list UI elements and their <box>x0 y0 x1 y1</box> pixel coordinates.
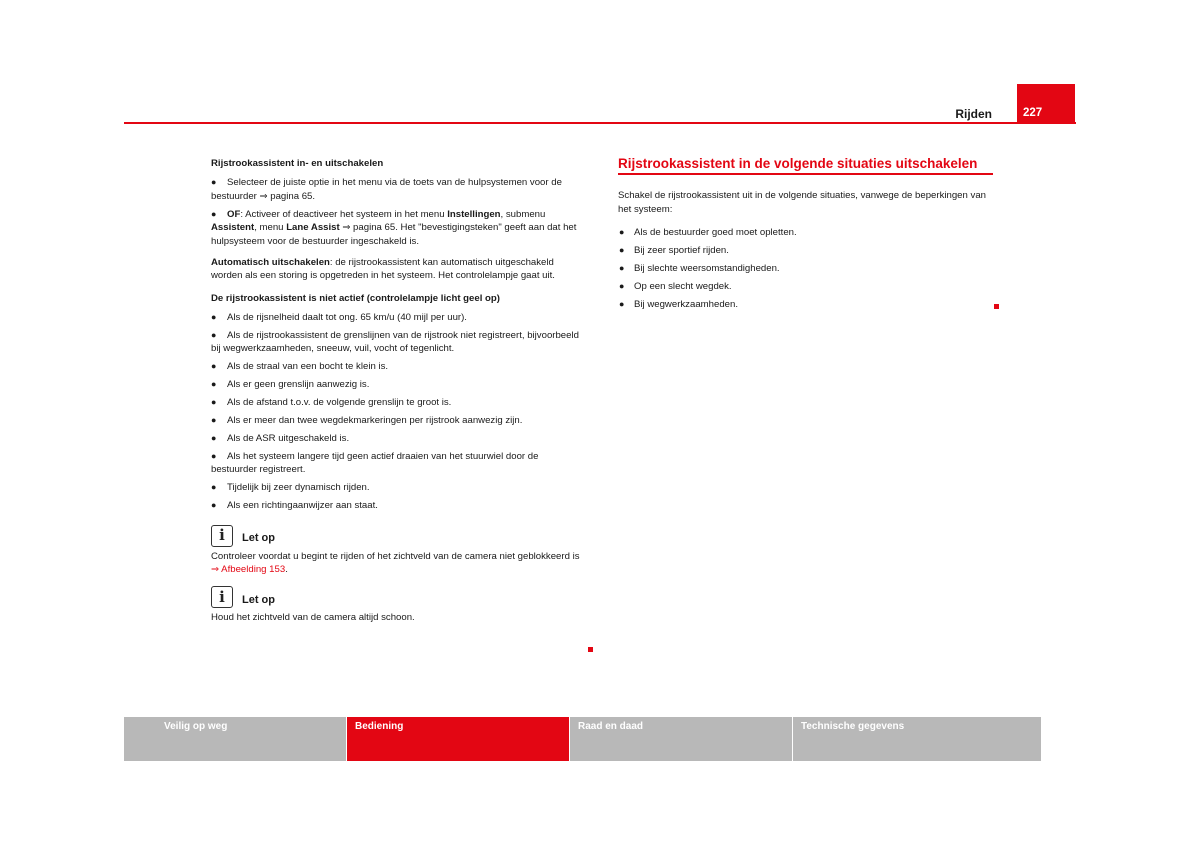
list-item: ● Als het systeem langere tijd geen actief draaien van het stuurwiel door de bestuurder registreert. <box>211 450 539 476</box>
bullet-icon: ● <box>211 397 217 408</box>
list-item: ● OF: Activeer of deactiveer het systeem in het menu Instellingen, submenu Assistent, menu Lane Assist ⇒ pagina 65. Het "bevestigingsteken" geeft aan dat het hulpsysteem voor de bestuurder ingeschakeld is. <box>211 208 577 247</box>
footer-nav <box>124 717 1076 761</box>
list-item: ● Op een slecht wegdek. <box>619 280 732 292</box>
list-item: ● Als de ASR uitgeschakeld is. <box>211 433 350 444</box>
list-item: ● Als er meer dan twee wegdekmarkeringen per rijstrook aanwezig zijn. <box>211 415 523 427</box>
section-title: Rijstrookassistent in de volgende situaties uitschakelen <box>618 157 993 175</box>
section-end-marker <box>588 647 593 652</box>
left-column <box>211 157 586 630</box>
list-item: ● Selecteer de juiste optie in het menu via de toets van de hulpsystemen voor de bestuurder ⇒ pagina 65. <box>211 177 562 202</box>
bullet-icon: ● <box>211 177 217 188</box>
chapter-title: Rijden <box>955 107 992 121</box>
bullet-icon: ● <box>211 500 217 511</box>
note-text: Controleer voordat u begint te rijden of het zichtveld van de camera niet geblokkeerd is ⇒ Afbeelding 153. <box>211 550 580 575</box>
tab-veilig-op-weg[interactable]: Veilig op weg <box>124 717 346 761</box>
list-item: ● Als de straal van een bocht te klein is. <box>211 361 389 373</box>
bullet-icon: ● <box>211 330 217 341</box>
bullet-icon: ● <box>211 379 217 390</box>
list-item: ● Tijdelijk bij zeer dynamisch rijden. <box>211 482 370 494</box>
bullet-icon: ● <box>211 433 217 443</box>
list-item: ● Bij zeer sportief rijden. <box>619 245 729 257</box>
note-header <box>211 525 586 547</box>
bullet-icon: ● <box>619 280 625 291</box>
list-item: ● Als een richtingaanwijzer aan staat. <box>211 500 378 512</box>
list-item: ● Als de rijstrookassistent de grenslijnen van de rijstrook niet registreert, bijvoorbeeld bij wegwerkzaamheden, sneeuw, vuil, vocht of tegenlicht. <box>211 330 579 355</box>
tab-bediening[interactable]: Bediening <box>347 717 569 761</box>
info-icon: i <box>211 586 233 608</box>
bullet-icon: ● <box>211 415 217 426</box>
bullet-icon: ● <box>619 263 625 274</box>
list-item: ● Als de bestuurder goed moet opletten. <box>619 227 797 239</box>
bullet-icon: ● <box>211 450 217 461</box>
bullet-icon: ● <box>619 298 625 309</box>
tab-technische-gegevens[interactable]: Technische gegevens <box>793 717 1041 761</box>
bullet-icon: ● <box>211 482 217 493</box>
note-text: Houd het zichtveld van de camera altijd schoon. <box>211 612 415 624</box>
figure-link[interactable]: ⇒ Afbeelding 153 <box>211 563 286 575</box>
note-title: Let op <box>242 531 275 544</box>
section-heading-toggle: Rijstrookassistent in- en uitschakelen <box>211 158 384 169</box>
section-heading-inactive: De rijstrookassistent is niet actief (controlelampje licht geel op) <box>211 292 500 304</box>
page-number: 227 <box>1017 84 1075 124</box>
bullet-icon: ● <box>211 312 217 323</box>
list-item: ● Als de rijsnelheid daalt tot ong. 65 km/u (40 mijl per uur). <box>211 312 467 324</box>
note-header <box>211 586 586 608</box>
bullet-icon: ● <box>211 208 217 219</box>
list-item: ● Bij wegwerkzaamheden. <box>619 298 738 310</box>
intro-paragraph: Schakel de rijstrookassistent uit in de volgende situaties, vanwege de beperkingen van het systeem: <box>618 190 986 215</box>
list-item: ● Als er geen grenslijn aanwezig is. <box>211 379 370 391</box>
list-item: ● Als de afstand t.o.v. de volgende grenslijn te groot is. <box>211 397 452 409</box>
bullet-icon: ● <box>619 227 625 238</box>
info-icon: i <box>211 525 233 547</box>
right-column <box>618 157 998 316</box>
auto-off-paragraph: Automatisch uitschakelen: de rijstrookassistent kan automatisch uitgeschakeld worden als een storing is opgetreden in het systeem. Het controlelampje gaat uit. <box>211 256 555 282</box>
note-title: Let op <box>242 593 275 606</box>
tab-raad-en-daad[interactable]: Raad en daad <box>570 717 792 761</box>
section-end-marker <box>994 304 999 309</box>
list-item: ● Bij slechte weersomstandigheden. <box>619 263 780 275</box>
bullet-icon: ● <box>619 245 625 256</box>
header-rule <box>124 122 1076 124</box>
bullet-icon: ● <box>211 361 217 372</box>
